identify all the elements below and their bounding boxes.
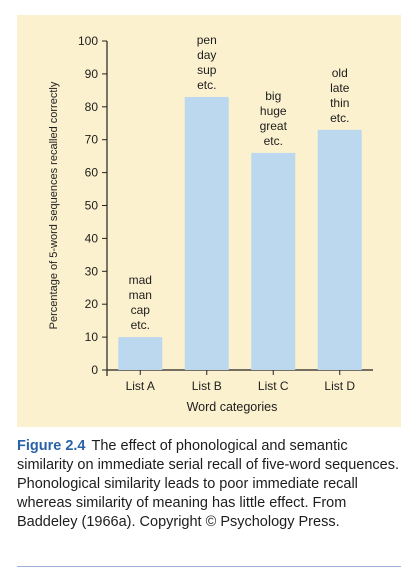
bar-annotation-word: huge — [259, 103, 287, 118]
bar-annotation-word: great — [259, 118, 287, 133]
y-tick-label: 100 — [77, 34, 98, 48]
bar — [185, 97, 229, 370]
bar-annotation-word: pen — [196, 32, 217, 47]
y-tick-label: 50 — [84, 198, 98, 213]
bar — [251, 153, 295, 370]
y-tick-label: 0 — [91, 363, 98, 377]
y-tick-label: 80 — [84, 99, 98, 114]
x-axis-title: Word categories — [186, 400, 278, 414]
y-tick-label: 40 — [84, 231, 98, 246]
y-tick-label: 70 — [84, 132, 98, 147]
y-axis-title: Percentage of 5-word sequences recalled correctly — [48, 81, 60, 330]
y-tick-label: 90 — [84, 66, 98, 81]
figure-label: Figure 2.4 — [17, 438, 86, 454]
bar-annotation-word: mad — [128, 273, 152, 288]
y-tick-label: 20 — [84, 297, 98, 312]
bar-annotation-word: big — [265, 88, 282, 103]
y-tick-label: 30 — [84, 264, 98, 279]
y-tick-label: 60 — [84, 165, 98, 180]
bar-annotation-word: late — [330, 80, 350, 95]
bar-annotation-word: man — [128, 288, 152, 303]
bar-annotation-word: etc. — [330, 110, 350, 125]
bar — [318, 130, 362, 370]
bar-chart — [17, 15, 401, 427]
bar-annotation-word: thin — [330, 95, 350, 110]
bar — [118, 337, 162, 370]
bar-annotation-word: etc. — [197, 77, 217, 92]
divider — [17, 566, 401, 567]
bar-annotation-word: old — [331, 65, 348, 80]
x-tick-label: List D — [324, 379, 356, 393]
bar-annotation-word: etc. — [130, 318, 150, 333]
y-tick-label: 10 — [84, 330, 98, 345]
x-tick-label: List A — [125, 379, 155, 393]
bar-annotation-word: cap — [130, 303, 150, 318]
bar-annotation-word: etc. — [263, 133, 283, 148]
figure-caption — [17, 437, 401, 532]
x-tick-label: List B — [191, 379, 222, 393]
x-tick-label: List C — [257, 379, 289, 393]
bar-annotation-word: sup — [197, 62, 217, 77]
chart-panel — [17, 15, 401, 427]
caption-text: The effect of phonological and semantic similarity on immediate serial recall of five-word sequences. Phonological similarity leads to poor immediate recall whereas similarity of meaning has little effect. From Baddeley (1966a). Copyright © Psychology Press. — [17, 438, 399, 530]
bar-annotation-word: day — [197, 47, 217, 62]
